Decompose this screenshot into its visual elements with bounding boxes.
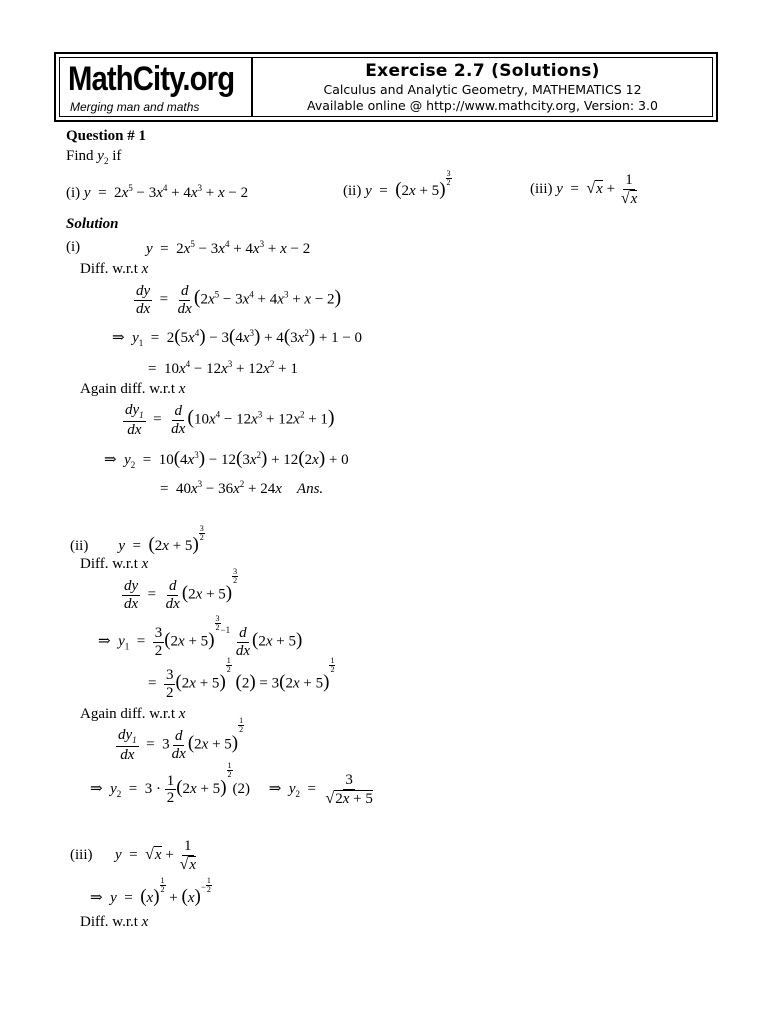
again-diff-line: Again diff. w.r.t x bbox=[80, 381, 186, 397]
question-part-iii: (iii) y = √x + $\frac{1}{√x}$ bbox=[530, 172, 638, 207]
question-part-i: (i) $y = 2x^5 - 3x^4 + 4x^3 + x - 2$ bbox=[66, 183, 249, 201]
book-subtitle: Calculus and Analytic Geometry, MATHEMATICS 12 bbox=[323, 82, 642, 97]
header-inner-frame bbox=[59, 57, 713, 117]
header-text bbox=[253, 58, 712, 116]
question-heading: Question # 1 bbox=[66, 128, 147, 144]
part-i-y1: ⇒ $y_1 = 2(5x^4) - 3(4x^3) + 4(3x^2) + 1 - 0$ bbox=[112, 326, 363, 348]
question-part-ii: (ii) y = (2x + 5) $\frac{3}{2}$ bbox=[343, 169, 451, 200]
part-i-function: $y = 2x^5 - 3x^4 + 4x^3 + x - 2$ bbox=[146, 239, 311, 257]
diff-wrt-line: Diff. w.r.t x bbox=[80, 556, 149, 572]
part-i-y2: ⇒ $y_2 = 10(4x^3) - 12(3x^2) + 12(2x) + 0$ bbox=[104, 448, 349, 470]
solution-heading: Solution bbox=[66, 216, 119, 232]
part-ii-derivative-1: $\frac{dy}{dx}$ = $\frac{d}{dx}$ (2x + 5) $\frac{3}{2}$ bbox=[124, 567, 238, 612]
part-iii-rewrite: ⇒ y = (x) $\frac{1}{2}$ + (x)− $\frac{1}{2}$ bbox=[90, 876, 211, 907]
part-iii-function: (iii) y = √x + $\frac{1}{√x}$ bbox=[70, 838, 197, 873]
logo-name: MathCity.org bbox=[68, 60, 235, 98]
diff-wrt-line: Diff. w.r.t x bbox=[80, 261, 149, 277]
logo bbox=[60, 58, 253, 116]
part-i-y1-simplified: = $10x^4 - 12x^3 + 12x^2 + 1$ bbox=[148, 359, 298, 377]
part-ii-derivative-2: $\frac{dy_1}{dx}$ = 3 $\frac{d}{dx}$ (2x + 5) $\frac{1}{2}$ bbox=[118, 716, 244, 763]
logo-tagline: Merging man and maths bbox=[70, 100, 200, 114]
diff-wrt-line: Diff. w.r.t x bbox=[80, 914, 149, 930]
part-ii-y1: ⇒ $y_1$ = $\frac{3}{2}$ (2x + 5) $\frac{3}{2}$ $^{-1}$ $\frac{d}{dx}$ (2x + 5) bbox=[98, 614, 303, 659]
part-i-derivative-2: $\frac{dy_1}{dx}$ = $\frac{d}{dx}$ $(10x^4 - 12x^3 + 12x^2 + 1)$ bbox=[125, 402, 335, 438]
again-diff-line: Again diff. w.r.t x bbox=[80, 706, 186, 722]
part-ii-function: (ii) y = (2x + 5) $\frac{3}{2}$ bbox=[70, 524, 204, 555]
document-header bbox=[54, 52, 718, 122]
online-note: Available online @ http://www.mathcity.org, Version: 3.0 bbox=[307, 98, 658, 113]
part-ii-y2: ⇒ $y_2 = 3$ · $\frac{1}{2}$ (2x + 5) $\frac{1}{2}$ (2) ⇒ $y_2$ = $\frac{3}{√2x + 5}$ bbox=[90, 761, 373, 807]
question-prompt: Find $y_2$ if bbox=[66, 148, 122, 166]
part-i-answer: = $40x^3 - 36x^2 + 24x$ Ans. bbox=[160, 479, 324, 497]
part-ii-y1-simplified: = $\frac{3}{2}$ (2x + 5) $\frac{1}{2}$ (2) = 3(2x + 5) $\frac{1}{2}$ bbox=[148, 656, 335, 701]
part-i-derivative-1: $\frac{dy}{dx}$ = $\frac{d}{dx}$ $(2x^5 - 3x^4 + 4x^3 + x - 2)$ bbox=[136, 283, 342, 317]
exercise-title: Exercise 2.7 (Solutions) bbox=[365, 61, 600, 81]
part-i-label: (i) bbox=[66, 239, 81, 255]
